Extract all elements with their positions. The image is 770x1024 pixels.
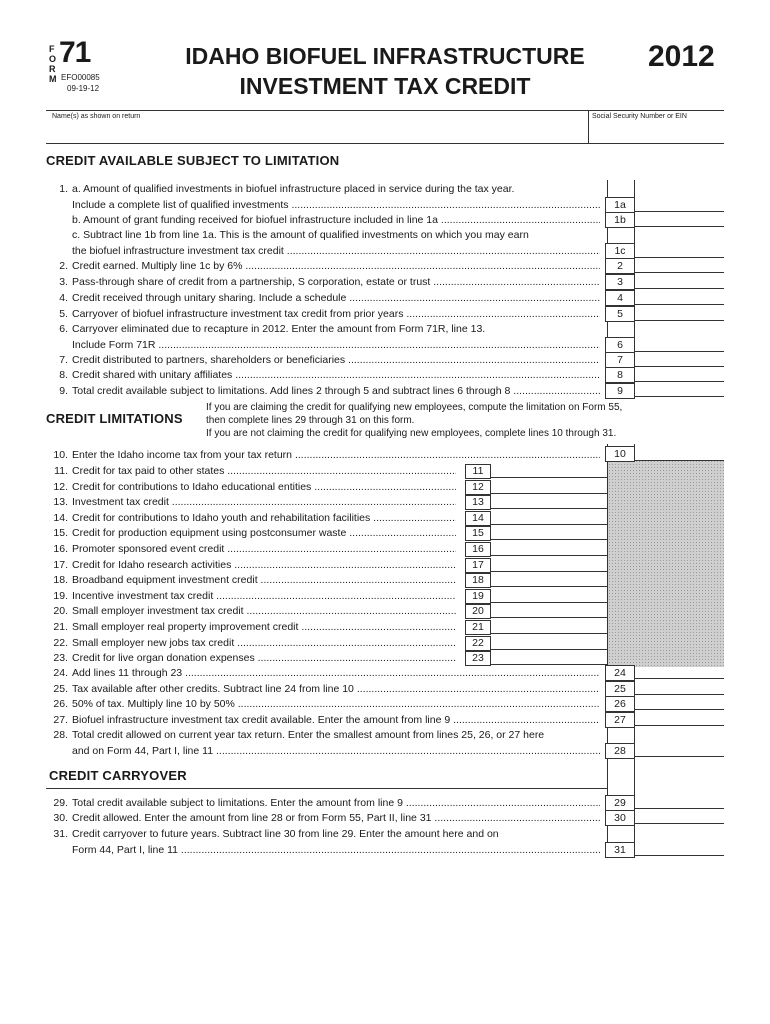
line-item (46, 683, 600, 695)
line-item (46, 369, 600, 381)
line-item (46, 229, 600, 241)
form-letters (49, 44, 59, 84)
line-item (46, 637, 456, 649)
line-text: Biofuel infrastructure investment tax credit available. Enter the amount from line 9 (72, 714, 451, 726)
line-item (46, 714, 600, 726)
form-letter: M (49, 74, 57, 84)
amount-field[interactable] (634, 694, 724, 695)
line-box: 18 (465, 573, 491, 588)
line-text: 50% of tax. Multiply line 10 by 50% (72, 698, 235, 710)
line-text: Credit carryover to future years. Subtract line 30 from line 29. Enter the amount here and on (72, 828, 499, 840)
line-num: 18. (53, 574, 68, 587)
line-text: Investment tax credit (72, 496, 169, 509)
line-item (46, 698, 600, 710)
line-item (46, 339, 600, 351)
line-item (46, 449, 600, 461)
line-num: 27. (53, 714, 68, 726)
line-text: Credit for contributions to Idaho educational entities (72, 480, 312, 493)
amount-field[interactable] (634, 756, 724, 757)
form-letter: O (49, 54, 57, 64)
line-box: 11 (465, 464, 491, 479)
line-box: 20 (465, 604, 491, 619)
line-text: a. Amount of qualified investments in biofuel infrastructure placed in service during the tax year. (72, 183, 515, 195)
shaded-area (608, 460, 724, 667)
amount-field[interactable] (634, 304, 724, 305)
form-letter: F (49, 44, 55, 54)
line-num: 9. (59, 385, 68, 397)
line-text: Total credit available subject to limitations. Add lines 2 through 5 and subtract lines 6 through 8 (72, 385, 511, 397)
line-item (46, 543, 456, 555)
line-text: Tax available after other credits. Subtract line 24 from line 10 (72, 683, 354, 695)
line-text: Include a complete list of qualified investments (72, 199, 289, 211)
line-item (46, 574, 456, 586)
line-text: Carryover of biofuel infrastructure investment tax credit from prior years (72, 308, 404, 320)
amount-field[interactable] (490, 539, 608, 540)
amount-field[interactable] (634, 823, 724, 824)
line-box: 1a (605, 197, 635, 213)
line-text: Form 44, Part I, line 11 (72, 844, 179, 856)
line-num: 26. (53, 698, 68, 710)
line-item (46, 292, 600, 304)
form-title-line1: IDAHO BIOFUEL INFRASTRUCTURE (185, 43, 585, 69)
limitations-note: If you are claiming the credit for qualifying new employees, compute the limitation on Form 55, (206, 402, 623, 413)
line-text: Broadband equipment investment credit (72, 574, 258, 587)
section-title-available: CREDIT AVAILABLE SUBJECT TO LIMITATION (46, 153, 340, 168)
line-item (46, 667, 600, 679)
amount-field[interactable] (490, 617, 608, 618)
amount-field[interactable] (634, 226, 724, 227)
line-box: 3 (605, 274, 635, 290)
line-box: 27 (605, 712, 635, 728)
amount-field[interactable] (490, 555, 608, 556)
line-box: 31 (605, 842, 635, 858)
amount-field[interactable] (490, 508, 608, 509)
line-text: c. Subtract line 1b from line 1a. This is the amount of qualified investments on which you may earn (72, 229, 529, 241)
amount-field[interactable] (490, 664, 608, 665)
line-box: 15 (465, 526, 491, 541)
amount-field[interactable] (490, 524, 608, 525)
line-num: 19. (53, 589, 68, 602)
line-item (46, 652, 456, 664)
line-text: Small employer new jobs tax credit (72, 636, 235, 649)
amount-field[interactable] (490, 571, 608, 572)
line-text: Credit for Idaho research activities (72, 558, 232, 571)
line-box: 19 (465, 589, 491, 604)
line-item (46, 745, 600, 757)
line-item (46, 214, 600, 226)
line-item (46, 559, 456, 571)
line-text: Credit for contributions to Idaho youth and rehabilitation facilities (72, 511, 371, 524)
line-item (46, 276, 600, 288)
tax-year: 2012 (648, 40, 715, 73)
line-item (46, 605, 456, 617)
line-text: Pass-through share of credit from a partnership, S corporation, estate or trust (72, 276, 431, 288)
amount-field[interactable] (634, 257, 724, 258)
line-num: 17. (53, 558, 68, 571)
line-box: 12 (465, 480, 491, 495)
line-text: Small employer investment tax credit (72, 605, 244, 618)
form-code: EFO00085 (61, 73, 100, 82)
line-num: 16. (53, 543, 68, 555)
line-box: 16 (465, 542, 491, 557)
amount-field[interactable] (490, 633, 608, 634)
line-text: b. Amount of grant funding received for biofuel infrastructure included in line 1a (72, 214, 438, 226)
amount-field[interactable] (490, 649, 608, 650)
line-num: 30. (53, 812, 68, 824)
line-item (46, 183, 600, 195)
line-box: 2 (605, 258, 635, 274)
line-item (46, 512, 456, 524)
line-box: 29 (605, 795, 635, 811)
form-title-line2: INVESTMENT TAX CREDIT (239, 73, 531, 99)
line-box: 13 (465, 495, 491, 510)
amount-field[interactable] (634, 725, 724, 726)
line-text: Credit for live organ donation expenses (72, 652, 255, 665)
line-box: 4 (605, 290, 635, 306)
name-label: Name(s) as shown on return (52, 113, 141, 120)
form-date: 09-19-12 (67, 84, 100, 93)
line-num: 14. (53, 511, 68, 524)
line-box: 28 (605, 743, 635, 759)
line-text: Small employer real property improvement credit (72, 621, 299, 633)
line-box: 25 (605, 681, 635, 697)
section-title-carryover: CREDIT CARRYOVER (49, 768, 187, 783)
line-item (46, 527, 456, 539)
line-num: 1. (59, 183, 68, 195)
amount-field[interactable] (490, 493, 608, 494)
line-box: 30 (605, 810, 635, 826)
line-text: Credit shared with unitary affiliates (72, 369, 233, 381)
amount-field[interactable] (634, 678, 724, 679)
line-num: 29. (53, 797, 68, 809)
section-title-limitations: CREDIT LIMITATIONS (46, 411, 183, 426)
line-text: Carryover eliminated due to recapture in 2012. Enter the amount from Form 71R, line 13. (72, 323, 486, 335)
amount-field[interactable] (634, 211, 724, 212)
amount-field[interactable] (634, 460, 724, 461)
line-text: Credit received through unitary sharing. Include a schedule (72, 292, 347, 304)
line-num: 15. (53, 527, 68, 540)
line-item (46, 729, 600, 741)
line-box: 9 (605, 383, 635, 399)
amount-field[interactable] (490, 586, 608, 587)
line-text: Include Form 71R (72, 339, 156, 351)
line-text: Credit distributed to partners, shareholders or beneficiaries (72, 354, 346, 366)
line-text: and on Form 44, Part I, line 11 (72, 745, 214, 757)
line-num: 22. (53, 636, 68, 649)
line-num: 25. (53, 683, 68, 695)
amount-field[interactable] (634, 381, 724, 382)
line-item (46, 496, 456, 508)
line-item (46, 844, 600, 856)
amount-field[interactable] (634, 288, 724, 289)
line-box: 7 (605, 352, 635, 368)
line-item (46, 828, 600, 840)
ssn-divider (588, 110, 589, 143)
line-item (46, 621, 456, 633)
line-num: 8. (59, 369, 68, 381)
line-num: 20. (53, 605, 68, 618)
line-num: 24. (53, 667, 68, 679)
line-box: 17 (465, 558, 491, 573)
amount-field[interactable] (634, 366, 724, 367)
amount-field[interactable] (634, 396, 724, 397)
line-box: 6 (605, 337, 635, 353)
amount-field[interactable] (634, 709, 724, 710)
line-text: Promoter sponsored event credit (72, 543, 225, 555)
line-num: 7. (59, 354, 68, 366)
line-text: Total credit allowed on current year tax return. Enter the smallest amount from lines 25, 26, or 27 here (72, 729, 545, 741)
line-num: 21. (53, 621, 68, 633)
line-item (46, 308, 600, 320)
line-item (46, 199, 600, 211)
ssn-label: Social Security Number or EIN (592, 113, 687, 120)
line-num: 2. (59, 260, 68, 272)
line-box: 23 (465, 651, 491, 666)
line-num: 12. (53, 480, 68, 493)
line-item (46, 481, 456, 493)
line-item (46, 812, 600, 824)
line-num: 3. (59, 276, 68, 288)
limitations-note: If you are not claiming the credit for qualifying new employees, complete lines 10 through 31. (206, 428, 617, 439)
line-box: 1c (605, 243, 635, 259)
line-num: 5. (59, 308, 68, 320)
limitations-note: then complete lines 29 through 31 on this form. (206, 415, 415, 426)
amount-field[interactable] (634, 855, 724, 856)
amount-field[interactable] (490, 477, 608, 478)
line-box: 21 (465, 620, 491, 635)
line-item (46, 354, 600, 366)
line-num: 13. (53, 496, 68, 509)
line-num: 23. (53, 652, 68, 665)
line-text: Total credit available subject to limitations. Enter the amount from line 9 (72, 797, 403, 809)
line-item (46, 590, 456, 602)
line-text: Credit for tax paid to other states (72, 465, 225, 477)
line-box: 10 (605, 446, 635, 462)
amount-field[interactable] (634, 351, 724, 352)
line-num: 6. (59, 323, 68, 335)
line-item (46, 260, 600, 272)
line-text: Credit earned. Multiply line 1c by 6% (72, 260, 243, 272)
line-num: 28. (53, 729, 68, 741)
line-text: Enter the Idaho income tax from your tax return (72, 449, 293, 461)
line-box: 24 (605, 665, 635, 681)
line-text: Add lines 11 through 23 (72, 667, 183, 679)
line-num: 31. (53, 828, 68, 840)
amount-field[interactable] (634, 808, 724, 809)
line-item (46, 465, 456, 477)
line-text: Credit for production equipment using postconsumer waste (72, 527, 347, 540)
line-item (46, 797, 600, 809)
form-number: 71 (59, 36, 91, 69)
line-text: the biofuel infrastructure investment tax credit (72, 245, 284, 257)
line-box: 8 (605, 367, 635, 383)
line-num: 11. (54, 465, 68, 477)
line-box: 14 (465, 511, 491, 526)
line-text: Incentive investment tax credit (72, 589, 214, 602)
line-num: 4. (59, 292, 68, 304)
amount-field[interactable] (490, 602, 608, 603)
section-divider (46, 788, 608, 789)
line-box: 1b (605, 212, 635, 228)
line-box: 22 (465, 636, 491, 651)
line-box: 26 (605, 696, 635, 712)
line-item (46, 245, 600, 257)
line-text: Credit allowed. Enter the amount from line 28 or from Form 55, Part II, line 31 (72, 812, 432, 824)
form-letter: R (49, 64, 56, 74)
amount-field[interactable] (634, 272, 724, 273)
line-item (46, 385, 600, 397)
line-num: 10. (53, 449, 68, 461)
amount-field[interactable] (634, 320, 724, 321)
line-box: 5 (605, 306, 635, 322)
line-item (46, 323, 600, 335)
